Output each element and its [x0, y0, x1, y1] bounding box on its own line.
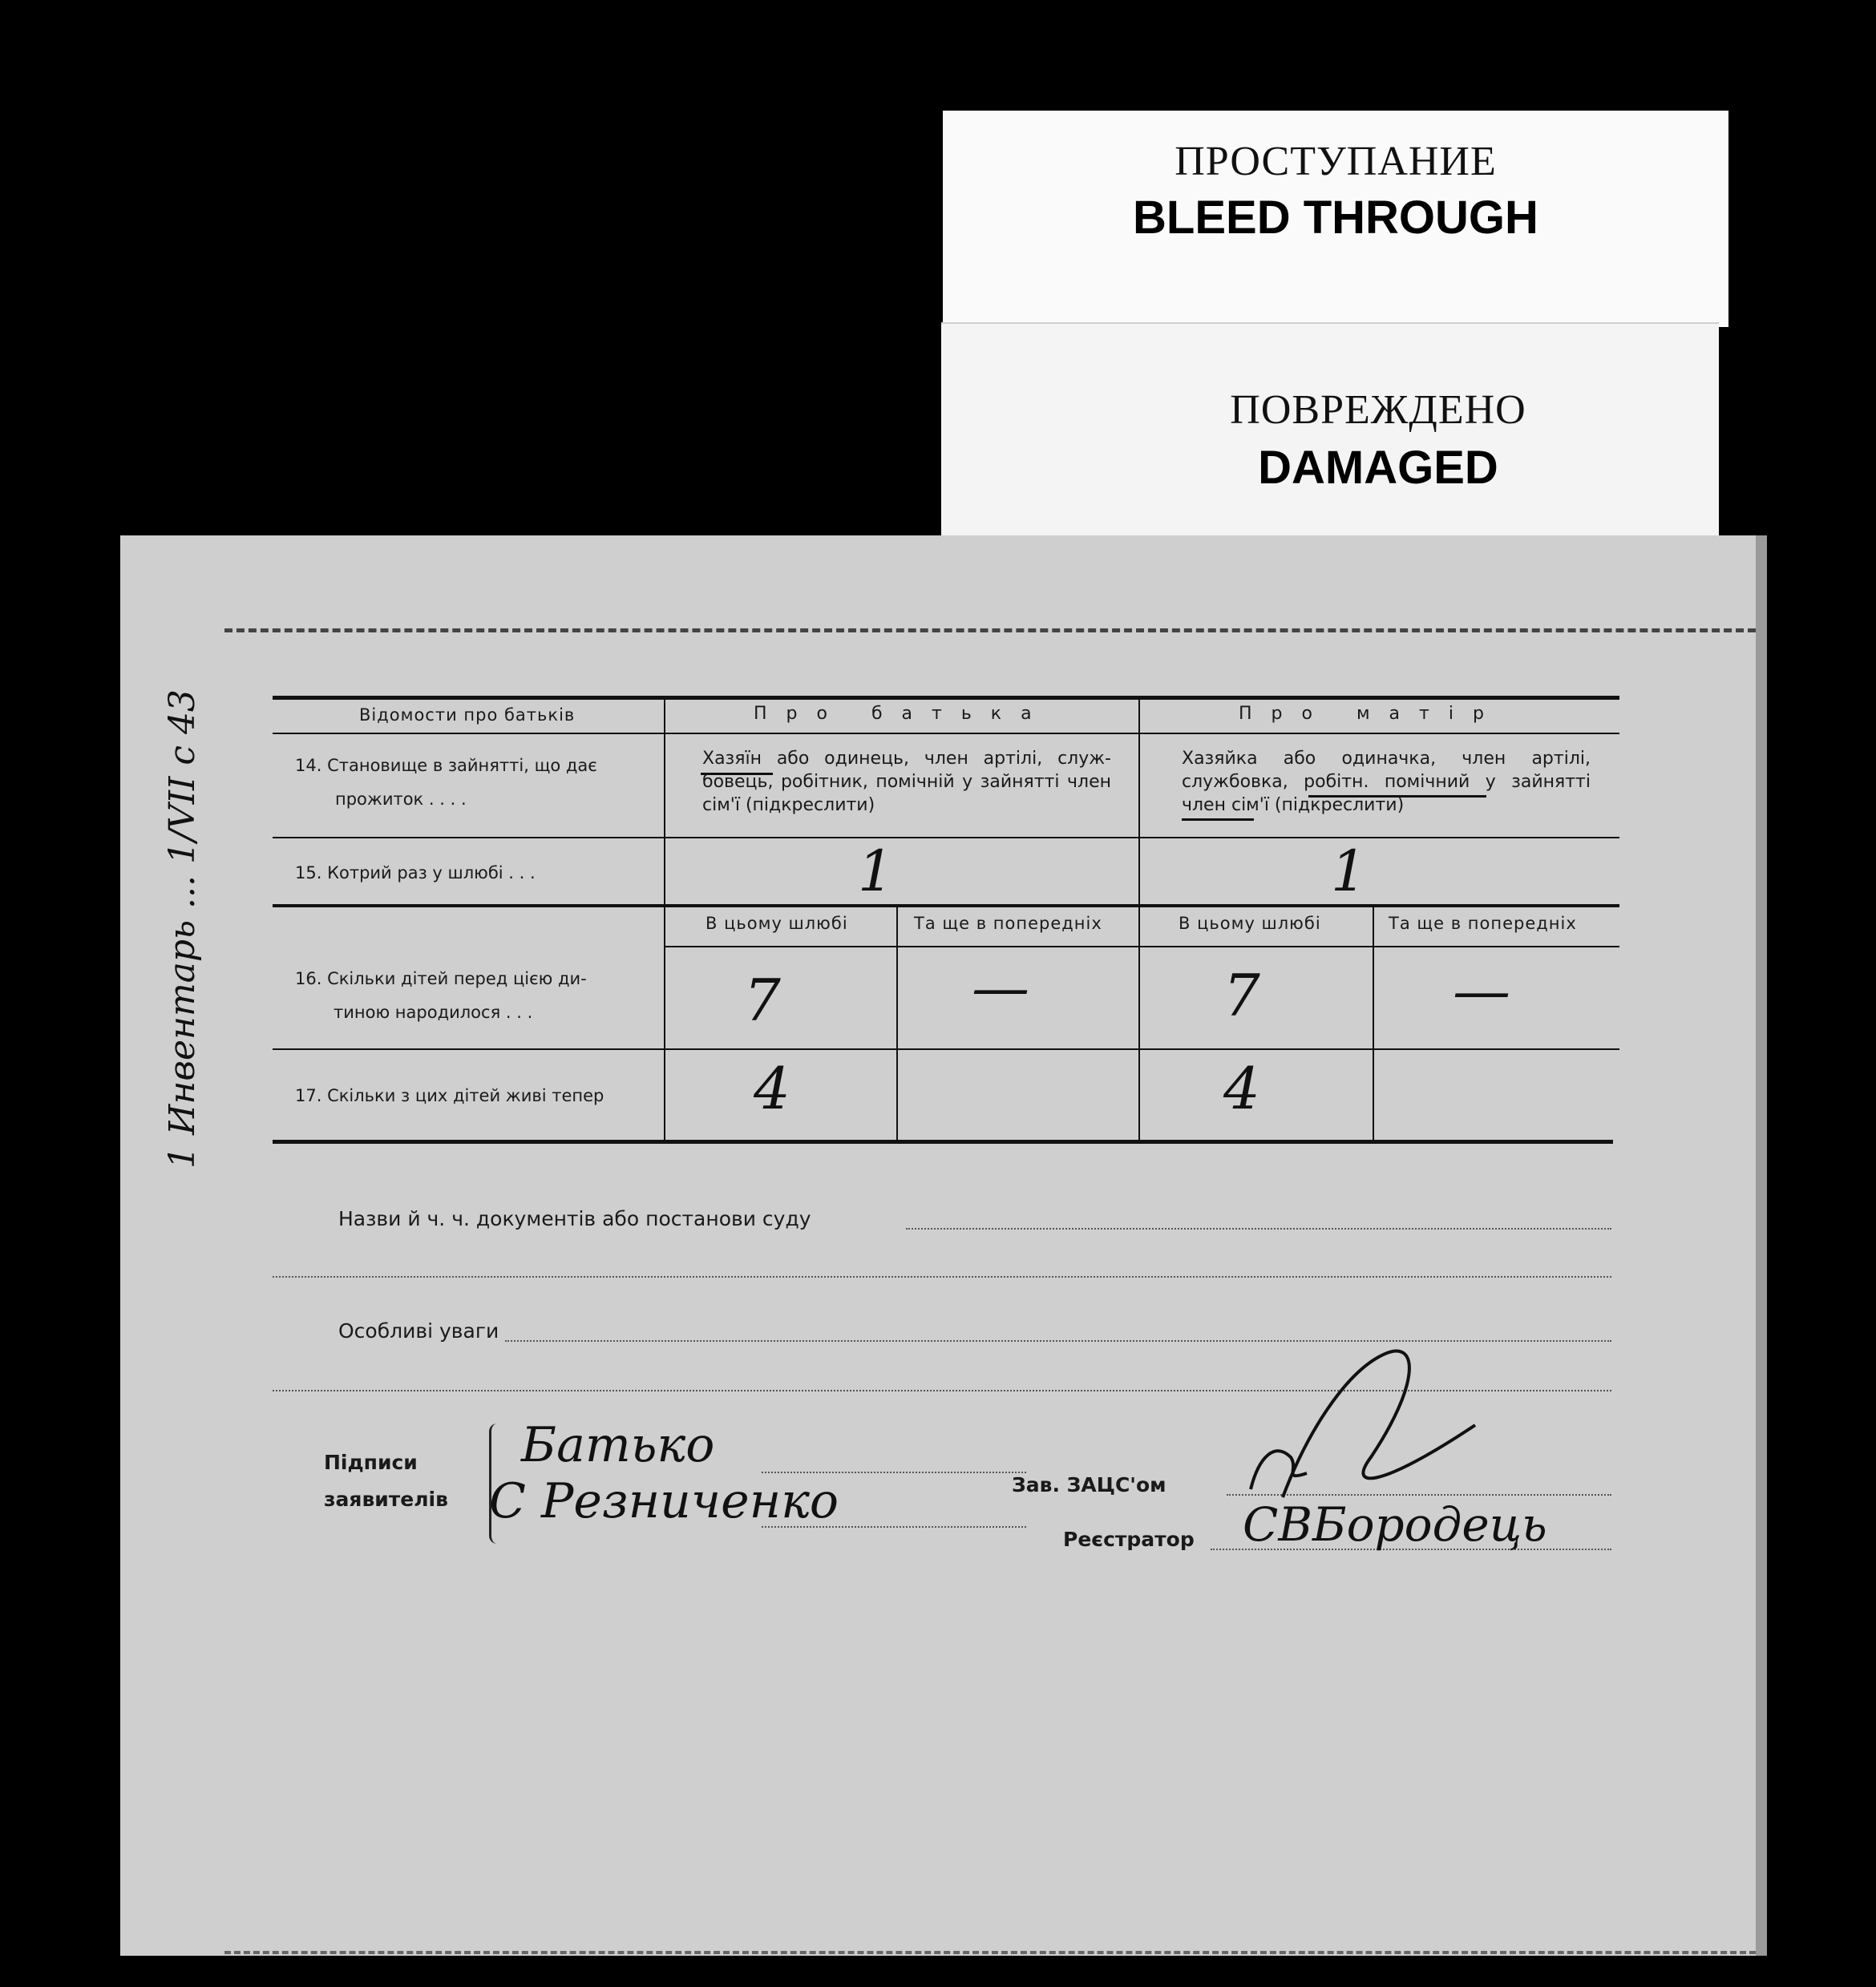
header-info: Відомости про батьків	[359, 705, 576, 725]
row17-label: 17. Скільки з цих дітей живі тепер	[295, 1086, 604, 1105]
row16-label-2: тиною народилося . . .	[334, 1003, 533, 1022]
header-father: Про батька	[754, 704, 1051, 724]
document-sheet	[120, 535, 1767, 1956]
damaged-ru: ПОВРЕЖДЕНО	[1230, 387, 1526, 433]
row15-label: 15. Котрий раз у шлюбі . . .	[295, 863, 536, 882]
applicants-label-2: заявителів	[324, 1488, 448, 1511]
margin-handwritten-note: 1 Инвентарь ... 1/VII с 43	[162, 689, 203, 1169]
row14-father-options: Хазяїн або одинець, член артілі, служ-бовець, робітник, помічній у зайнятті член сім'ї (підкреслити)	[702, 749, 1111, 815]
row17-father-this: 4	[754, 1055, 790, 1122]
mother-underline-2	[1182, 818, 1254, 821]
sub-mother-this: В цьому шлюбі	[1179, 914, 1321, 933]
mother-signature: С Резниченко	[489, 1473, 839, 1529]
row16-mother-this: 7	[1223, 962, 1260, 1029]
row16-father-prev: —	[972, 954, 1029, 1021]
mother-sig-line	[762, 1526, 1026, 1528]
header-mother: Про матір	[1239, 704, 1503, 724]
damaged-card	[941, 322, 1719, 540]
remarks-label: Особливі уваги	[338, 1319, 499, 1343]
documents-line-2	[273, 1276, 1611, 1278]
father-signature: Батько	[521, 1417, 715, 1473]
row14-label-1: 14. Становище в зайнятті, що дає	[295, 756, 597, 775]
perforation-top	[224, 628, 1756, 632]
father-sig-line	[762, 1472, 1026, 1473]
row16-label-1: 16. Скільки дітей перед цією ди-	[295, 969, 587, 988]
row15-father-value: 1	[858, 838, 894, 904]
father-underline	[701, 773, 773, 775]
bleed-through-ru: ПРОСТУПАНИЕ	[1175, 139, 1497, 184]
applicants-label-1: Підписи	[324, 1451, 418, 1474]
damaged-en: DAMAGED	[1258, 442, 1498, 494]
bleed-through-en: BLEED THROUGH	[1133, 192, 1538, 244]
row15-mother-value: 1	[1331, 838, 1367, 904]
head-label: Зав. ЗАЦС'ом	[1012, 1473, 1166, 1496]
row16-mother-prev: —	[1453, 957, 1510, 1024]
row17-mother-this: 4	[1223, 1055, 1260, 1122]
sub-mother-prev: Та ще в попередніх	[1389, 914, 1577, 933]
sub-father-prev: Та ще в попередніх	[914, 914, 1102, 933]
row14-label-2: прожиток . . . .	[335, 790, 467, 809]
bleed-through-card	[943, 111, 1728, 327]
row14-mother-options: Хазяйка або одиначка, член артілі, службовка, робітн. помічний у зайнятті член сім'ї (підкреслити)	[1182, 749, 1591, 815]
sub-father-this: В цьому шлюбі	[706, 914, 848, 933]
mother-underline	[1308, 795, 1486, 798]
parents-info-table	[273, 696, 1615, 1145]
perforation-bottom	[224, 1951, 1756, 1954]
registrar-signature: СВБородець	[1243, 1497, 1547, 1552]
documents-label: Назви й ч. ч. документів або постанови суду	[338, 1207, 811, 1230]
documents-line-1	[906, 1228, 1611, 1230]
registrar-label: Реєстратор	[1063, 1528, 1195, 1551]
row16-father-this: 7	[744, 967, 781, 1034]
head-signature-scribble	[1235, 1337, 1491, 1513]
